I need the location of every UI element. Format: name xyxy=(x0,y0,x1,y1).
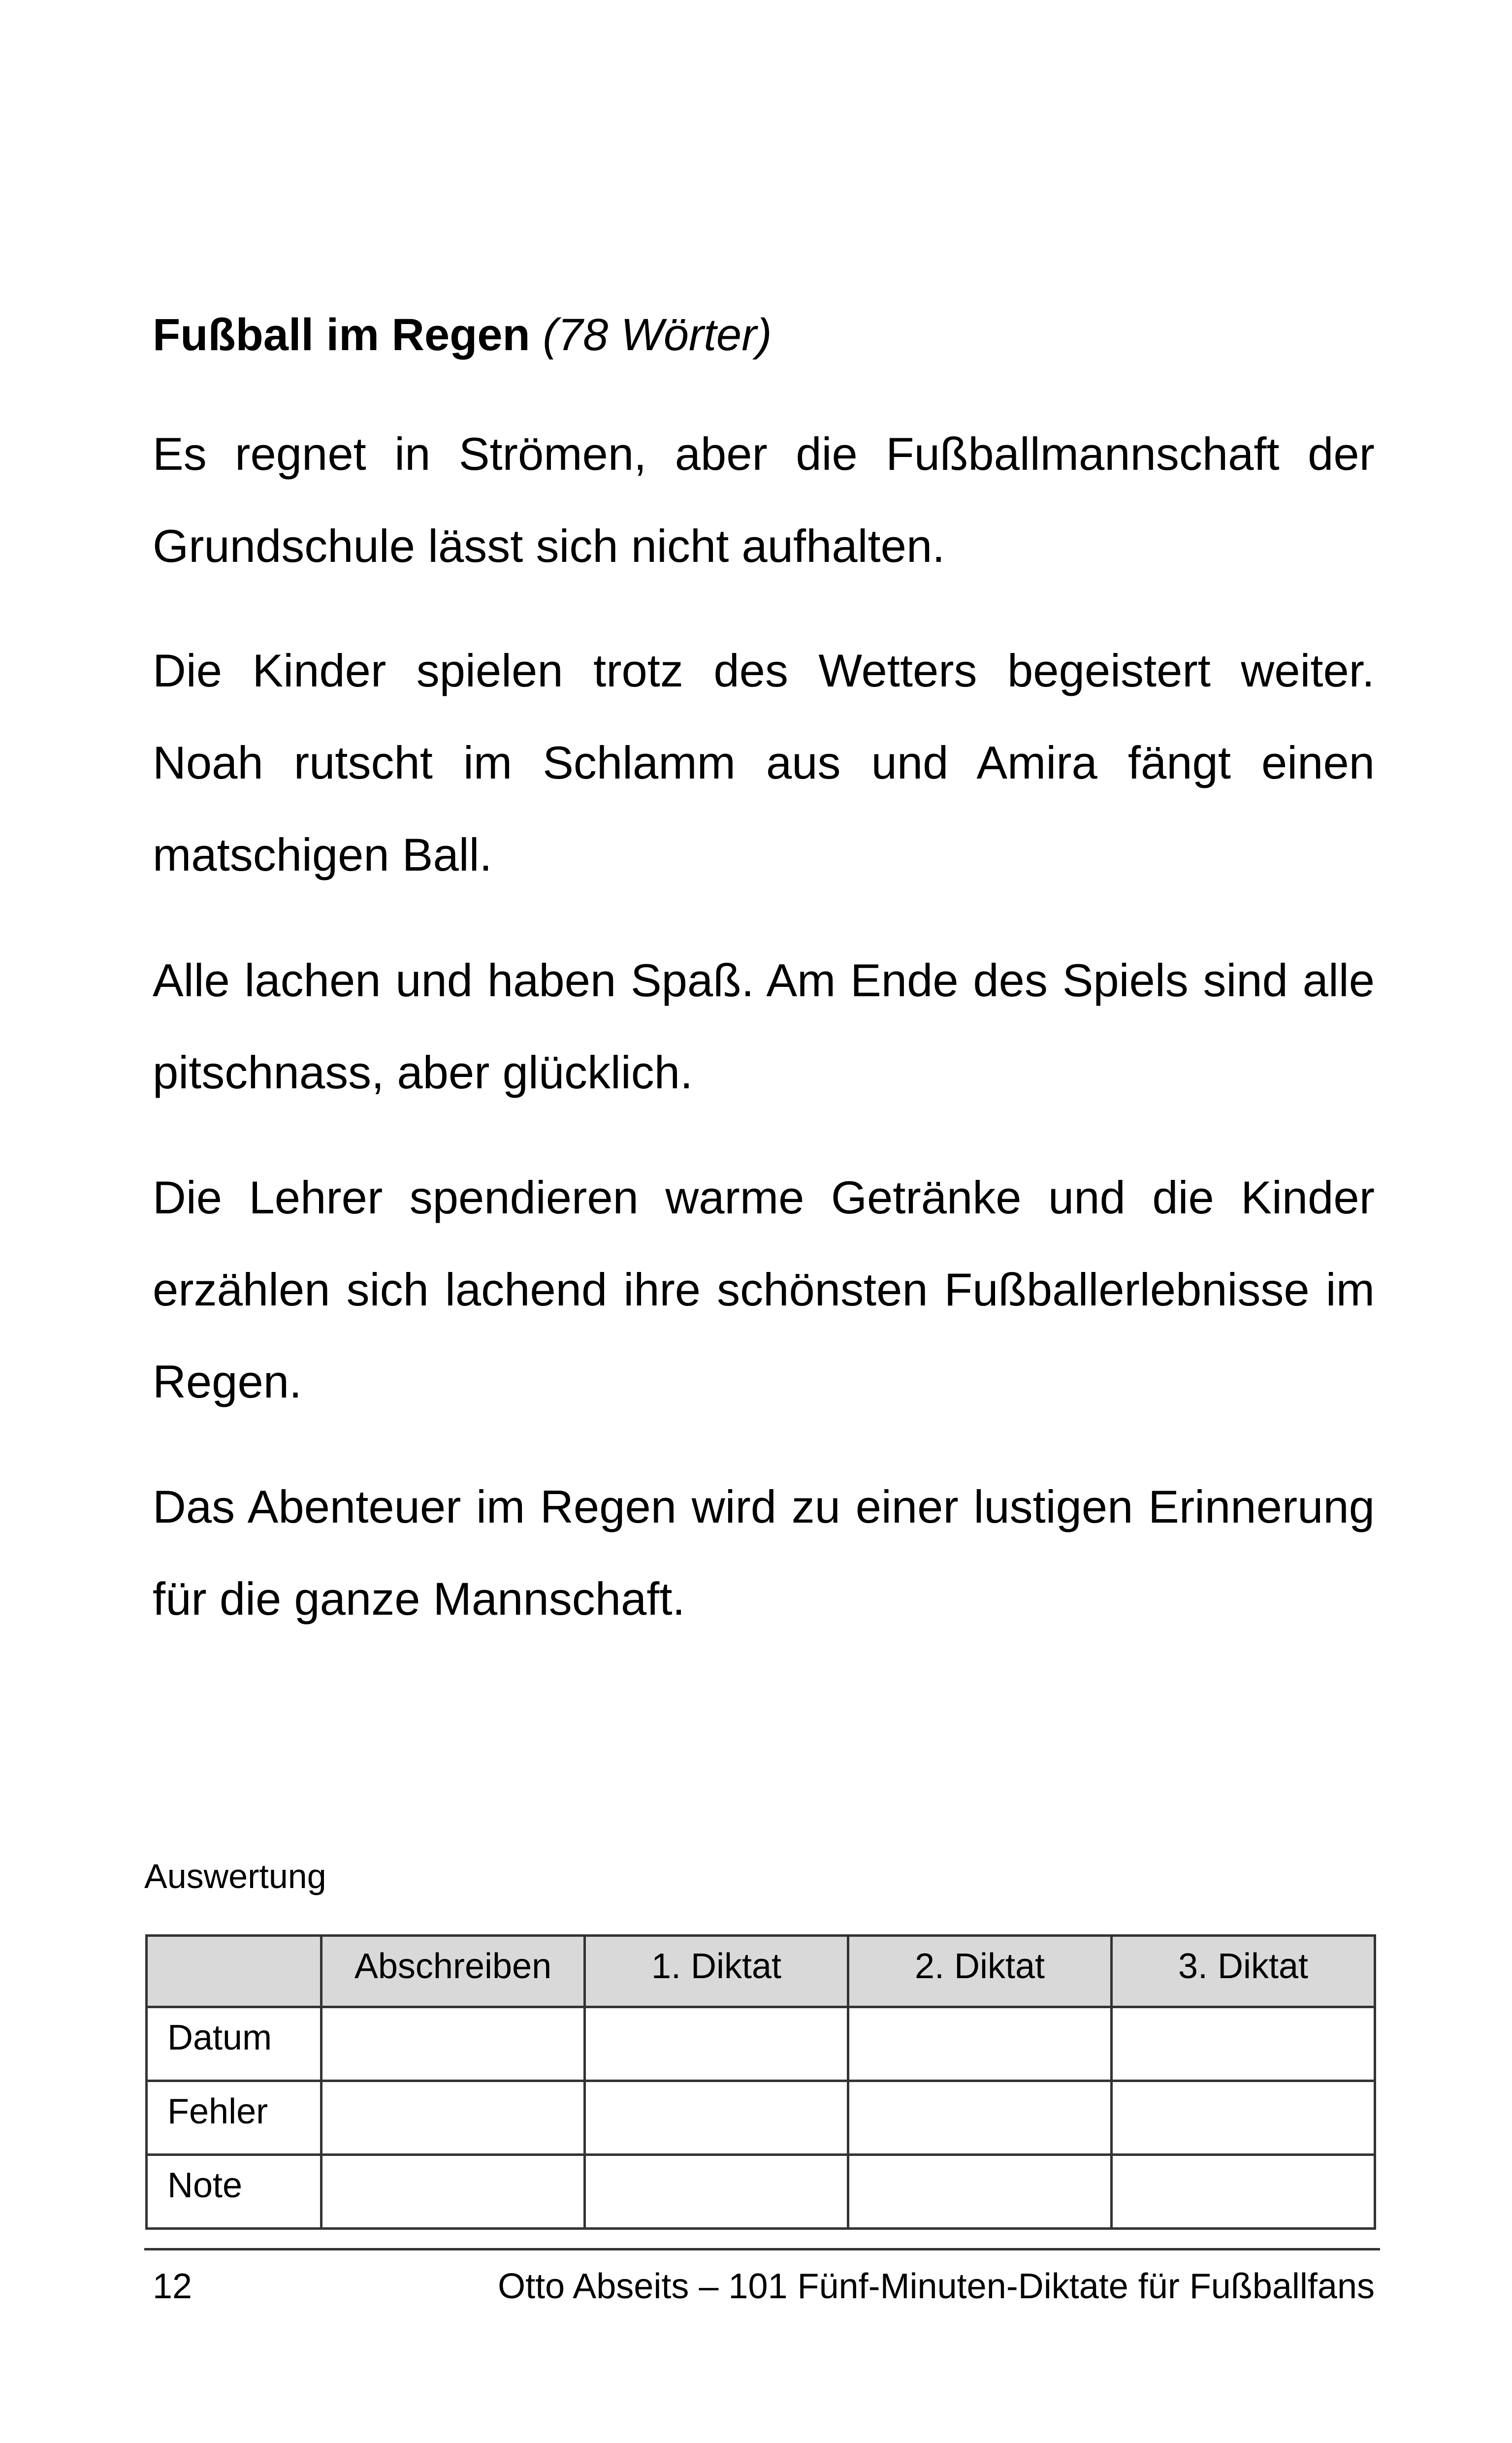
empty-cell xyxy=(585,2081,848,2155)
story-title xyxy=(153,300,772,369)
evaluation-label: Auswertung xyxy=(144,1857,326,1895)
footer-divider xyxy=(144,2248,1380,2250)
evaluation-header-diktat-2: 2. Diktat xyxy=(848,1936,1112,2007)
row-label-note: Note xyxy=(147,2155,322,2229)
evaluation-header-row xyxy=(147,1936,1375,2007)
empty-cell xyxy=(585,2007,848,2081)
row-label-fehler: Fehler xyxy=(147,2081,322,2155)
table-row xyxy=(147,2155,1375,2229)
empty-cell xyxy=(1112,2081,1375,2155)
evaluation-header-abschreiben: Abschreiben xyxy=(322,1936,585,2007)
empty-cell xyxy=(848,2007,1112,2081)
evaluation-header-diktat-3: 3. Diktat xyxy=(1112,1936,1375,2007)
table-row xyxy=(147,2081,1375,2155)
evaluation-header-corner xyxy=(147,1936,322,2007)
row-label-datum: Datum xyxy=(147,2007,322,2081)
table-row xyxy=(147,2007,1375,2081)
word-count: (78 Wörter) xyxy=(543,310,772,360)
page-number: 12 xyxy=(153,2267,193,2306)
empty-cell xyxy=(848,2155,1112,2229)
empty-cell xyxy=(322,2155,585,2229)
empty-cell xyxy=(322,2007,585,2081)
empty-cell xyxy=(848,2081,1112,2155)
evaluation-header-diktat-1: 1. Diktat xyxy=(585,1936,848,2007)
paragraph-5: Das Abenteuer im Regen wird zu einer lustigen Erinnerung für die ganze Mannschaft. xyxy=(153,1481,1375,1625)
paragraph-4: Die Lehrer spendieren warme Getränke und die Kinder erzählen sich lachend ihre schönsten Fußballerlebnisse im Regen. xyxy=(153,1172,1375,1407)
paragraph-2: Die Kinder spielen trotz des Wetters begeistert weiter. Noah rutscht im Schlamm aus und Amira fängt einen matschigen Ball. xyxy=(153,645,1375,880)
story-title-text: Fußball im Regen xyxy=(153,310,530,360)
empty-cell xyxy=(585,2155,848,2229)
empty-cell xyxy=(322,2081,585,2155)
empty-cell xyxy=(1112,2007,1375,2081)
footer-book-title: Otto Abseits – 101 Fünf-Minuten-Diktate für Fußballfans xyxy=(498,2267,1375,2306)
empty-cell xyxy=(1112,2155,1375,2229)
paragraph-3: Alle lachen und haben Spaß. Am Ende des Spiels sind alle pitschnass, aber glücklich. xyxy=(153,954,1375,1098)
paragraph-1: Es regnet in Strömen, aber die Fußballmannschaft der Grundschule lässt sich nicht aufhalten. xyxy=(153,428,1375,572)
evaluation-table xyxy=(145,1934,1376,2230)
